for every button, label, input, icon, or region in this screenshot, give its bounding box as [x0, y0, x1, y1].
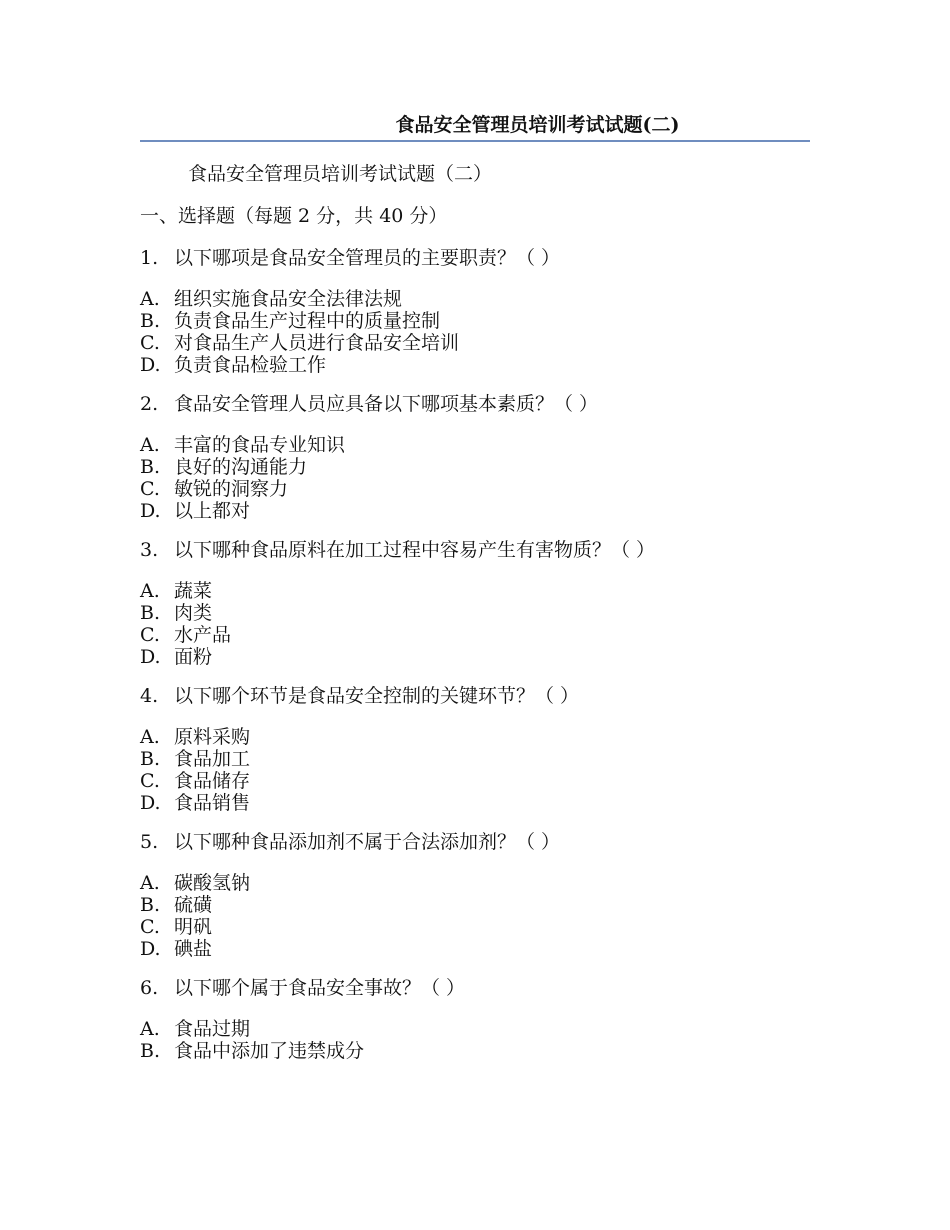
option-text: 食品销售 — [174, 792, 251, 814]
option-key: B. — [140, 456, 161, 478]
option-text: 食品加工 — [174, 748, 251, 770]
option-item — [140, 288, 830, 310]
question-number: 3. — [140, 539, 159, 561]
option-list — [140, 434, 830, 522]
option-key: C. — [140, 916, 160, 938]
option-item — [140, 894, 830, 916]
question-block — [140, 244, 830, 376]
document-subtitle: 食品安全管理员培训考试试题（二） — [188, 163, 493, 185]
option-item — [140, 624, 830, 646]
question-stem: 以下哪个环节是食品安全控制的关键环节？（ ） — [174, 685, 580, 707]
option-key: A. — [140, 288, 160, 310]
option-item — [140, 332, 830, 354]
option-list — [140, 872, 830, 960]
page-header — [140, 112, 810, 142]
option-text: 丰富的食品专业知识 — [174, 434, 346, 456]
question-number: 4. — [140, 685, 159, 707]
option-text: 明矾 — [174, 916, 213, 938]
option-list — [140, 726, 830, 814]
option-item — [140, 310, 830, 332]
question-number: 5. — [140, 831, 159, 853]
option-key: B. — [140, 602, 161, 624]
option-item — [140, 1040, 830, 1062]
question-block — [140, 536, 830, 668]
option-text: 对食品生产人员进行食品安全培训 — [174, 332, 460, 354]
option-text: 负责食品检验工作 — [174, 354, 327, 376]
option-key: B. — [140, 310, 161, 332]
question-text — [140, 536, 830, 564]
question-text — [140, 682, 830, 710]
option-item — [140, 792, 830, 814]
option-text: 组织实施食品安全法律法规 — [174, 288, 403, 310]
question-block — [140, 974, 830, 1062]
question-list — [140, 244, 830, 1062]
option-key: A. — [140, 726, 160, 748]
question-text — [140, 974, 830, 1002]
option-item — [140, 938, 830, 960]
option-key: D. — [140, 938, 161, 960]
option-text: 原料采购 — [174, 726, 251, 748]
option-text: 水产品 — [174, 624, 232, 646]
question-number: 1. — [140, 247, 159, 269]
question-stem: 以下哪项是食品安全管理员的主要职责？（ ） — [174, 247, 561, 269]
option-item — [140, 770, 830, 792]
option-text: 负责食品生产过程中的质量控制 — [174, 310, 441, 332]
option-text: 碳酸氢钠 — [174, 872, 251, 894]
option-key: C. — [140, 478, 160, 500]
option-key: B. — [140, 748, 161, 770]
section-heading: 一、选择题（每题 2 分，共 40 分） — [140, 205, 448, 227]
header-title: 食品安全管理员培训考试试题(二) — [395, 114, 680, 136]
option-text: 碘盐 — [174, 938, 213, 960]
option-item — [140, 434, 830, 456]
option-key: A. — [140, 580, 160, 602]
document-body — [140, 160, 830, 1062]
option-key: D. — [140, 792, 161, 814]
question-stem: 以下哪种食品添加剂不属于合法添加剂？（ ） — [174, 831, 561, 853]
option-item — [140, 456, 830, 478]
option-text: 食品过期 — [174, 1018, 251, 1040]
question-block — [140, 682, 830, 814]
option-text: 硫磺 — [174, 894, 213, 916]
option-key: A. — [140, 872, 160, 894]
question-number: 2. — [140, 393, 159, 415]
option-list — [140, 580, 830, 668]
option-item — [140, 580, 830, 602]
option-text: 面粉 — [174, 646, 213, 668]
option-key: C. — [140, 770, 160, 792]
option-text: 食品中添加了违禁成分 — [174, 1040, 365, 1062]
option-item — [140, 646, 830, 668]
option-key: A. — [140, 1018, 160, 1040]
option-item — [140, 602, 830, 624]
option-key: D. — [140, 646, 161, 668]
question-text — [140, 828, 830, 856]
option-text: 蔬菜 — [174, 580, 213, 602]
option-item — [140, 500, 830, 522]
option-item — [140, 726, 830, 748]
question-stem: 以下哪个属于食品安全事故？（ ） — [174, 977, 466, 999]
question-text — [140, 244, 830, 272]
option-item — [140, 872, 830, 894]
option-key: A. — [140, 434, 160, 456]
option-text: 食品储存 — [174, 770, 251, 792]
question-block — [140, 390, 830, 522]
option-key: C. — [140, 332, 160, 354]
option-item — [140, 354, 830, 376]
option-key: B. — [140, 1040, 161, 1062]
option-list — [140, 288, 830, 376]
option-key: C. — [140, 624, 160, 646]
option-item — [140, 916, 830, 938]
option-item — [140, 478, 830, 500]
question-block — [140, 828, 830, 960]
option-item — [140, 1018, 830, 1040]
question-number: 6. — [140, 977, 159, 999]
option-key: D. — [140, 500, 161, 522]
option-text: 敏锐的洞察力 — [174, 478, 289, 500]
option-text: 以上都对 — [174, 500, 251, 522]
option-list — [140, 1018, 830, 1062]
option-item — [140, 748, 830, 770]
question-stem: 以下哪种食品原料在加工过程中容易产生有害物质？（ ） — [174, 539, 656, 561]
option-key: B. — [140, 894, 161, 916]
option-text: 良好的沟通能力 — [174, 456, 308, 478]
question-stem: 食品安全管理人员应具备以下哪项基本素质？（ ） — [174, 393, 599, 415]
option-key: D. — [140, 354, 161, 376]
question-text — [140, 390, 830, 418]
option-text: 肉类 — [174, 602, 213, 624]
